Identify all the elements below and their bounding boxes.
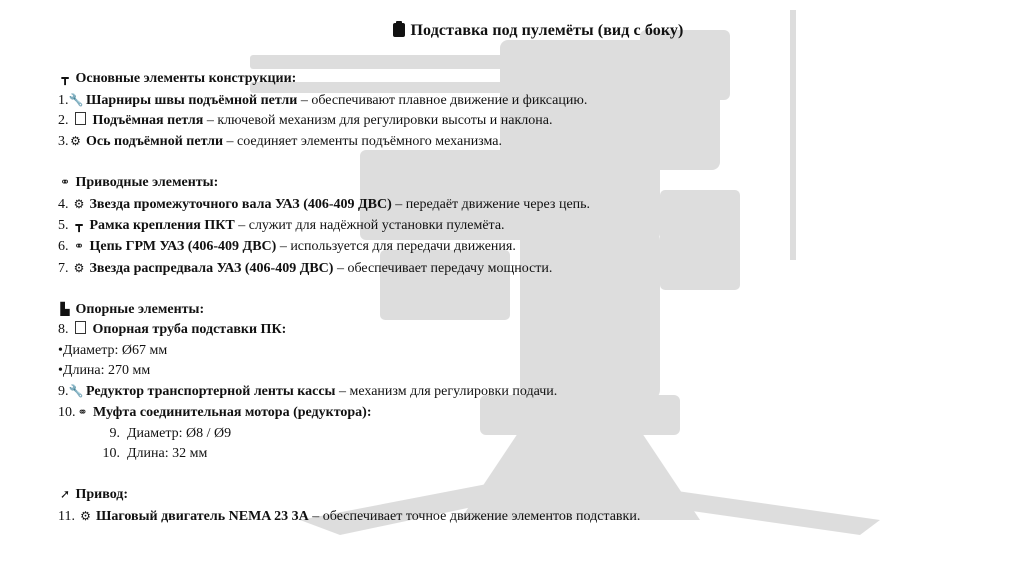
list-item: •Длина: 270 мм bbox=[58, 362, 151, 378]
list-item: 7. ⚙ Звезда распредвала УАЗ (406-409 ДВС) – обеспечивает передачу мощности. bbox=[58, 258, 998, 279]
page-title bbox=[58, 21, 998, 41]
gear-icon: ⚙ bbox=[70, 134, 81, 149]
list-item: 4. ⚙ Звезда промежуточного вала УАЗ (406-409 ДВС) – передаёт движение через цепь. bbox=[58, 194, 998, 215]
box-icon bbox=[75, 112, 86, 125]
section-drive bbox=[58, 484, 998, 527]
box-icon bbox=[75, 321, 86, 334]
section-drive-elements bbox=[58, 172, 998, 278]
section-heading: ➚ Привод: bbox=[58, 484, 998, 505]
gear-icon: ⚙ bbox=[80, 508, 91, 523]
section-heading: ▙ Опорные элементы: bbox=[58, 299, 998, 320]
wrench-icon: 🔧 bbox=[68, 384, 84, 399]
list-item: 8. Опорная труба подставки ПК: bbox=[58, 322, 287, 338]
list-item: 1.🔧 Шарниры швы подъёмной петли – обеспечивают плавное движение и фиксацию. bbox=[58, 90, 998, 111]
list-item: 10. ⚭ Муфта соединительная мотора (редуктора): bbox=[58, 402, 998, 423]
chain-icon: ⚭ bbox=[73, 239, 85, 254]
section-heading: ⚭ Приводные элементы: bbox=[58, 172, 998, 193]
list-item: 3. ⚙ Ось подъёмной петли – соединяет элементы подъёмного механизма. bbox=[58, 131, 998, 152]
mount-icon: ┳ bbox=[75, 218, 83, 233]
gear-icon: ⚙ bbox=[73, 196, 85, 211]
sub-list-item: 9. Диаметр: Ø8 / Ø9 bbox=[109, 425, 232, 441]
chain-icon: ⚭ bbox=[77, 405, 88, 420]
section-support-elements bbox=[58, 299, 998, 464]
sub-list-item: 10. Длина: 32 мм bbox=[102, 446, 208, 462]
list-item: 11. ⚙ Шаговый двигатель NEMA 23 3А – обеспечивает точное движение элементов подставки. bbox=[58, 506, 998, 527]
content bbox=[58, 21, 998, 547]
clipboard-icon bbox=[393, 23, 405, 37]
rocket-icon: ➚ bbox=[59, 487, 71, 502]
section-main-elements bbox=[58, 68, 998, 152]
list-item: 2. Подъёмная петля – ключевой механизм для регулировки высоты и наклона. bbox=[58, 112, 553, 128]
page-title-text: Подставка под пулемёты (вид с боку) bbox=[410, 22, 684, 39]
building-icon: ▙ bbox=[60, 301, 70, 316]
list-item: •Диаметр: Ø67 мм bbox=[58, 342, 168, 358]
mount-icon: ┳ bbox=[61, 71, 69, 86]
chain-icon: ⚭ bbox=[59, 175, 71, 190]
list-item: 9.🔧 Редуктор транспортерной ленты кассы – механизм для регулировки подачи. bbox=[58, 381, 998, 402]
section-heading: ┳ Основные элементы конструкции: bbox=[58, 68, 998, 89]
wrench-icon: 🔧 bbox=[68, 92, 84, 107]
gear-icon: ⚙ bbox=[73, 260, 85, 275]
list-item: 5. ┳ Рамка крепления ПКТ – служит для надёжной установки пулемёта. bbox=[58, 215, 998, 236]
list-item: 6. ⚭ Цепь ГРМ УАЗ (406-409 ДВС) – используется для передачи движения. bbox=[58, 236, 998, 257]
